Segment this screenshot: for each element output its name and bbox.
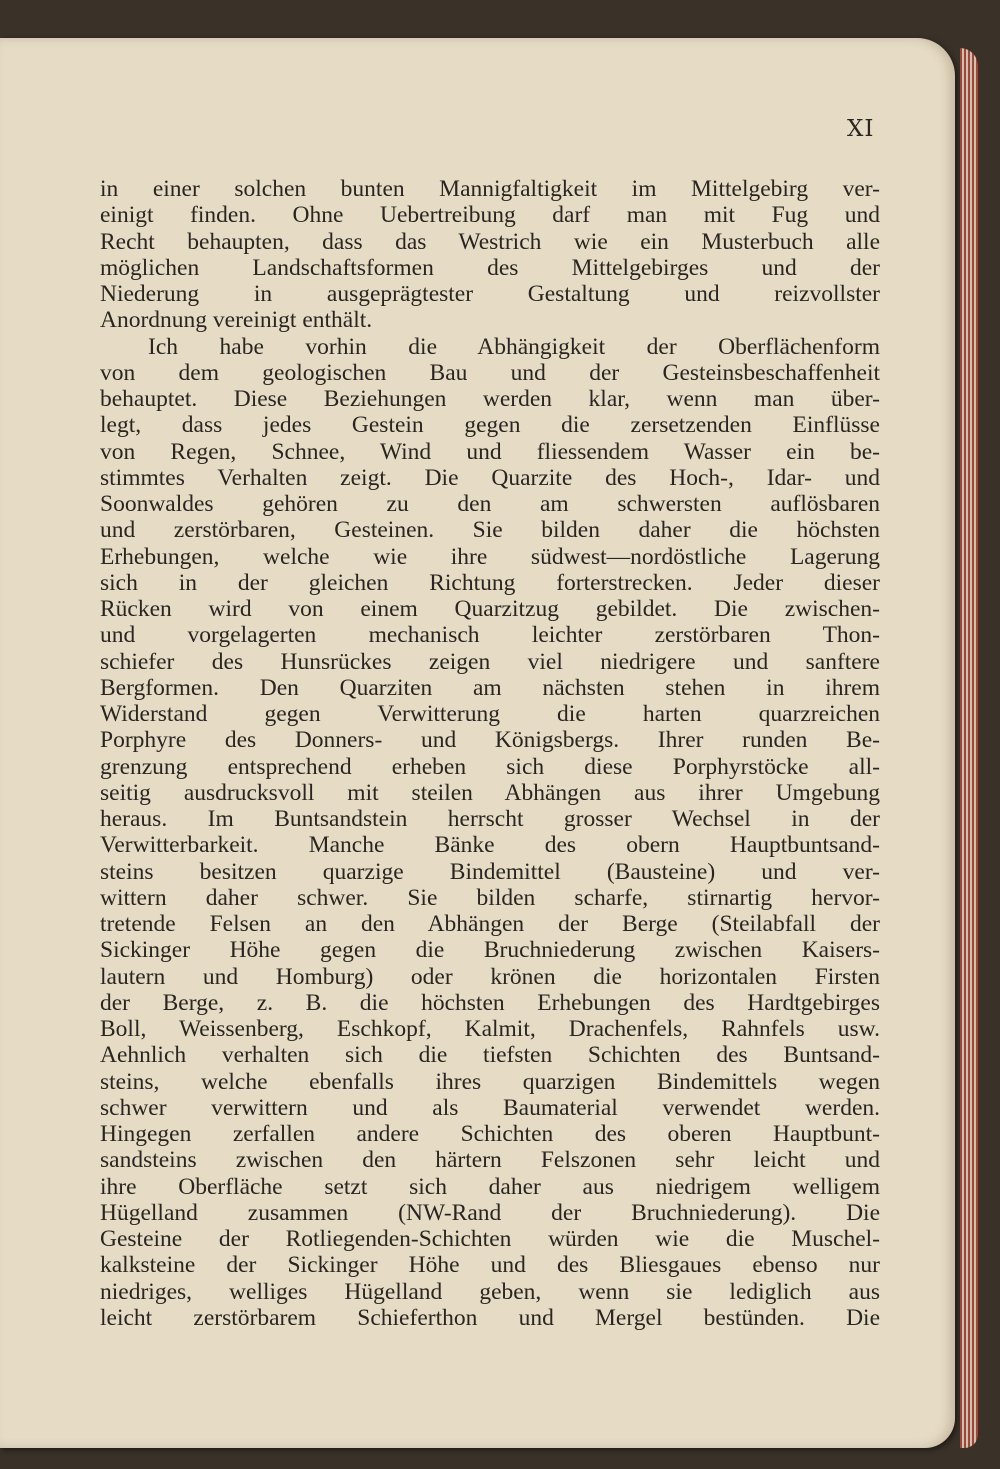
text-line: Verwitterbarkeit. Manche Bänke des obern Hauptbuntsand-: [100, 832, 880, 859]
text-line: tretende Felsen an den Abhängen der Berge (Steilabfall der: [100, 911, 880, 937]
text-line: Sickinger Höhe gegen die Bruchniederung zwischen Kaisers-: [100, 937, 880, 964]
text-line: Porphyre des Donners- und Königsbergs. Ihrer runden Be-: [100, 727, 880, 754]
text-line: wittern daher schwer. Sie bilden scharfe, stirnartig hervor-: [100, 884, 880, 911]
body-text: [100, 176, 880, 1331]
text-line: Widerstand gegen Verwitterung die harten quarzreichen: [100, 701, 880, 727]
text-line: Anordnung vereinigt enthält.: [100, 307, 373, 334]
page-number: XI: [847, 116, 875, 142]
text-line: kalksteine der Sickinger Höhe und des Bliesgaues ebenso nur: [100, 1252, 880, 1279]
text-line: grenzung entsprechend erheben sich diese Porphyrstöcke all-: [100, 753, 880, 780]
text-line: von Regen, Schnee, Wind und fliessendem Wasser ein be-: [100, 438, 880, 465]
text-line: stimmtes Verhalten zeigt. Die Quarzite des Hoch-, Idar- und: [100, 464, 880, 491]
text-line: Soonwaldes gehören zu den am schwersten auflösbaren: [100, 491, 880, 517]
text-line: legt, dass jedes Gestein gegen die zersetzenden Einflüsse: [100, 412, 880, 439]
text-line: leicht zerstörbarem Schieferthon und Mergel bestünden. Die: [100, 1304, 880, 1331]
text-line: schwer verwittern und als Baumaterial verwendet werden.: [100, 1094, 880, 1121]
text-line: und zerstörbaren, Gesteinen. Sie bilden daher die höchsten: [100, 517, 880, 544]
text-line: Bergformen. Den Quarziten am nächsten stehen in ihrem: [100, 674, 880, 701]
text-line: ihre Oberfläche setzt sich daher aus niedrigem welligem: [100, 1173, 880, 1200]
text-line: heraus. Im Buntsandstein herrscht grosser Wechsel in der: [100, 806, 880, 832]
red-page-edges: [960, 48, 978, 1448]
text-line: Hügelland zusammen (NW-Rand der Bruchniederung). Die: [100, 1199, 880, 1226]
text-line: Recht behaupten, dass das Westrich wie ein Musterbuch alle: [100, 228, 880, 255]
text-line: möglichen Landschaftsformen des Mittelgebirges und der: [100, 254, 880, 281]
text-line: einigt finden. Ohne Uebertreibung darf man mit Fug und: [100, 202, 880, 229]
text-line: sich in der gleichen Richtung forterstrecken. Jeder dieser: [100, 569, 880, 596]
text-line: Hingegen zerfallen andere Schichten des oberen Hauptbunt-: [100, 1121, 880, 1147]
text-line: schiefer des Hunsrückes zeigen viel niedrigere und sanftere: [100, 648, 880, 675]
text-line: Niederung in ausgeprägtester Gestaltung und reizvollster: [100, 281, 880, 307]
text-line: steins, welche ebenfalls ihres quarzigen Bindemittels wegen: [100, 1068, 880, 1095]
text-line: niedriges, welliges Hügelland geben, wenn sie lediglich aus: [100, 1278, 880, 1305]
text-line: steins besitzen quarzige Bindemittel (Bausteine) und ver-: [100, 858, 880, 885]
text-line: Aehnlich verhalten sich die tiefsten Schichten des Buntsand-: [100, 1042, 880, 1069]
text-line: und vorgelagerten mechanisch leichter zerstörbaren Thon-: [100, 622, 880, 649]
text-line: Ich habe vorhin die Abhängigkeit der Oberflächenform: [148, 333, 880, 360]
text-line: seitig ausdrucksvoll mit steilen Abhängen aus ihrer Umgebung: [100, 779, 880, 806]
text-line: Rücken wird von einem Quarzitzug gebildet. Die zwischen-: [100, 596, 880, 622]
text-line: Gesteine der Rotliegenden-Schichten würden wie die Muschel-: [100, 1226, 880, 1252]
text-line: von dem geologischen Bau und der Gesteinsbeschaffenheit: [100, 359, 880, 386]
text-line: Erhebungen, welche wie ihre südwest—nordöstliche Lagerung: [100, 543, 880, 570]
text-line: lautern und Homburg) oder krönen die horizontalen Firsten: [100, 963, 880, 990]
text-line: Boll, Weissenberg, Eschkopf, Kalmit, Drachenfels, Rahnfels usw.: [100, 1016, 880, 1042]
text-line: behauptet. Diese Beziehungen werden klar, wenn man über-: [100, 386, 880, 412]
text-line: sandsteins zwischen den härtern Felszonen sehr leicht und: [100, 1147, 880, 1174]
text-line: in einer solchen bunten Mannigfaltigkeit im Mittelgebirg ver-: [100, 176, 880, 202]
text-line: der Berge, z. B. die höchsten Erhebungen des Hardtgebirges: [100, 989, 880, 1016]
